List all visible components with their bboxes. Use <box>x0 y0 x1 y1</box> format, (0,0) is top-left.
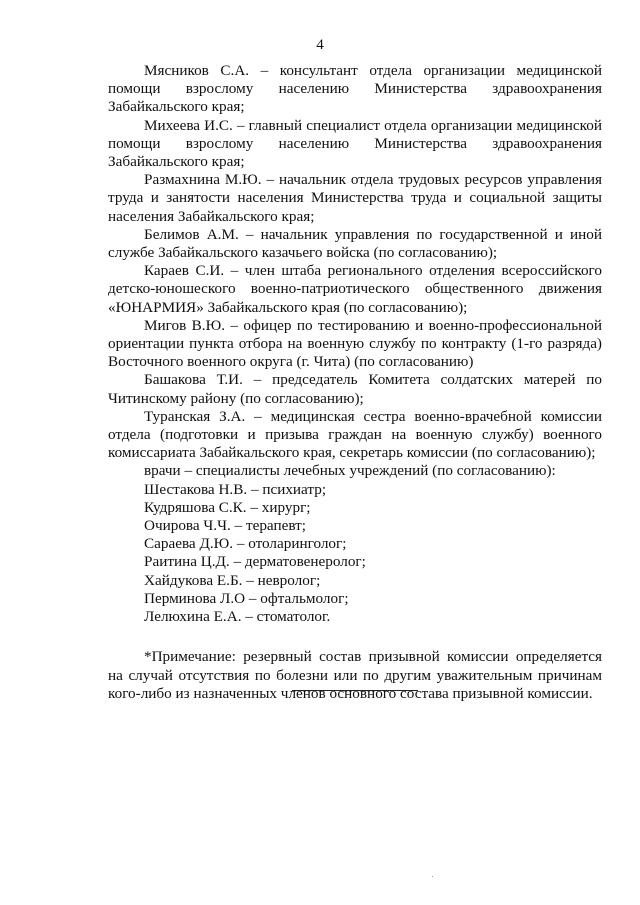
member-entry: Михеева И.С. – главный специалист отдела организации медицинской помощи взрослому населению Министерства здравоохранения Забайкальского края; <box>108 116 602 171</box>
doctor-entry: Очирова Ч.Ч. – терапевт; <box>144 517 306 535</box>
member-entry: Башакова Т.И. – председатель Комитета солдатских матерей по Читинскому району (по согласованию); <box>108 371 602 407</box>
doctor-entry: Раитина Ц.Д. – дерматовенеролог; <box>144 553 366 571</box>
member-entry: Белимов А.М. – начальник управления по государственной и иной службе Забайкальского казачьего войска (по согласованию); <box>108 225 602 262</box>
page-number: 4 <box>316 37 324 53</box>
footnote-note: *Примечание: резервный состав призывной комиссии определяется на случай отсутствия по болезни или по другим уважительным причинам кого-либо из назначенных членов основного состава призывной комиссии. <box>108 648 602 702</box>
member-entry: Караев С.И. – член штаба регионального отделения всероссийского детско-юношеского военно-патриотического общественного движения «ЮНАРМИЯ» Забайкальского края (по согласованию); <box>108 262 602 316</box>
member-entry: Мигов В.Ю. – офицер по тестированию и военно-профессиональной ориентации пункта отбора на военную службу по контракту (1-го разряда) Восточного военного округа (г. Чита) (по согласованию) <box>108 316 602 371</box>
doctor-entry: Хайдукова Е.Б. – невролог; <box>144 571 321 589</box>
doctor-entry: Кудряшова С.К. – хирург; <box>144 498 311 516</box>
member-entry: Размахнина М.Ю. – начальник отдела трудовых ресурсов управления труда и занятости населения Министерства труда и социальной защиты населения Забайкальского края; <box>108 171 602 225</box>
member-entry: Туранская З.А. – медицинская сестра военно-врачебной комиссии отдела (подготовки и призыва граждан на военную службу) военного комиссариата Забайкальского края, секретарь комиссии (по согласованию); <box>108 407 602 462</box>
doctor-entry: Перминова Л.О – офтальмолог; <box>144 589 349 607</box>
doctors-intro: врачи – специалисты лечебных учреждений (по согласованию): <box>144 462 556 480</box>
end-divider-line <box>292 690 418 691</box>
doctor-entry: Лелюхина Е.А. – стоматолог. <box>144 608 331 626</box>
member-entry: Мясников С.А. – консультант отдела организации медицинской помощи взрослому населению Министерства здравоохранения Забайкальского края; <box>108 62 602 116</box>
doctor-entry: Сараева Д.Ю. – отоларинголог; <box>144 535 347 553</box>
paragraph-gap <box>108 626 602 648</box>
doctor-entry: Шестакова Н.В. – психиатр; <box>144 480 327 498</box>
scan-speck <box>432 876 433 877</box>
commission-member-list <box>108 62 602 703</box>
